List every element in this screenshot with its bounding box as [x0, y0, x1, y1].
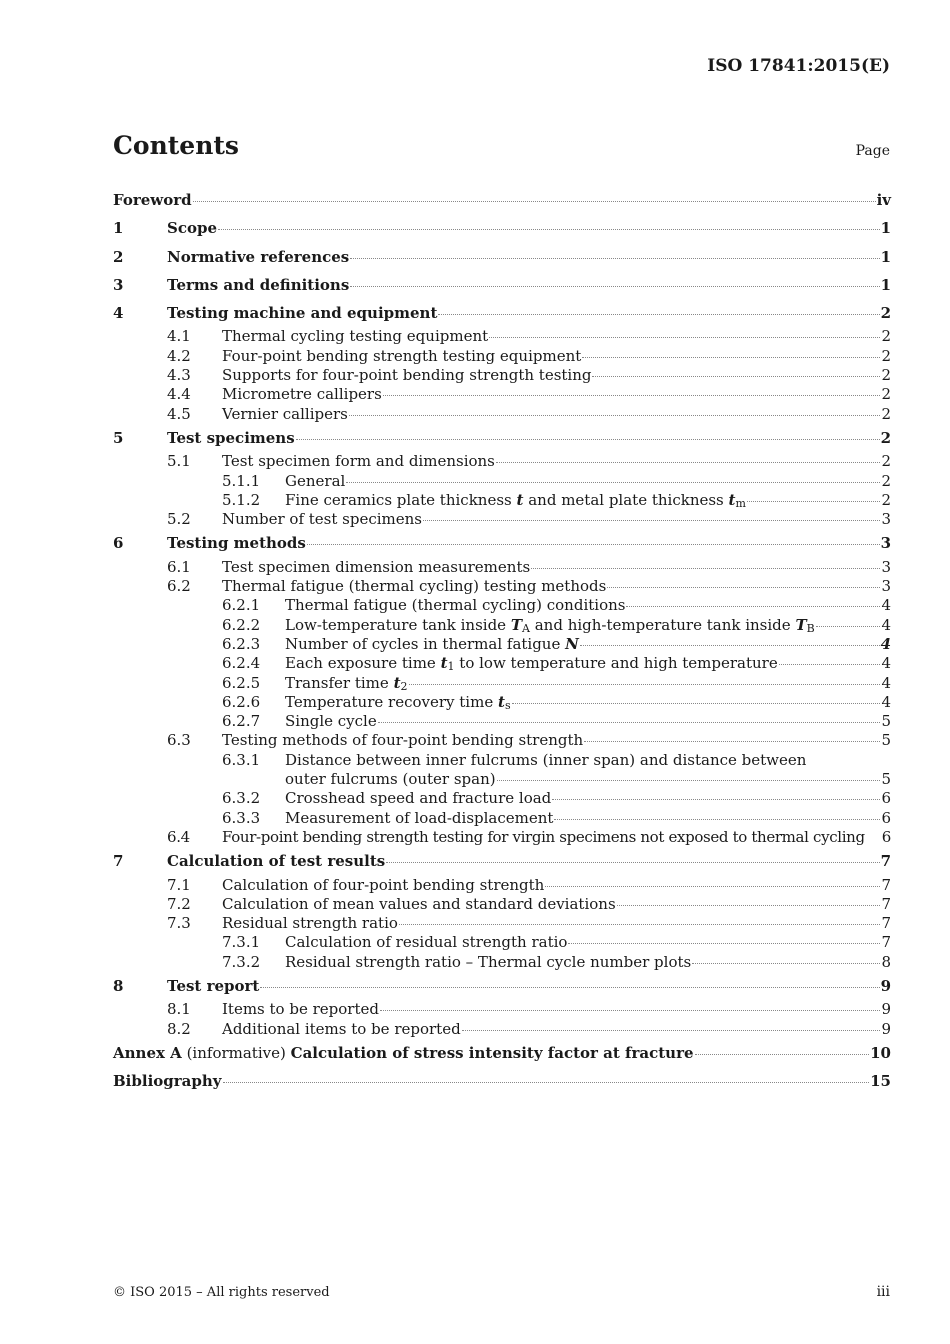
- toc-number: 6.2.3: [222, 634, 261, 653]
- dot-leader: [626, 606, 880, 607]
- toc-number: 6.2.2: [222, 615, 261, 634]
- toc-entry-title: Micrometre callipers: [222, 385, 382, 404]
- dot-leader: [554, 819, 880, 820]
- toc-page-number: 7: [881, 894, 891, 913]
- dot-leader: [580, 645, 880, 646]
- toc-page-number: 9: [880, 976, 891, 995]
- toc-entry-title: Testing methods of four-point bending strength: [222, 731, 584, 750]
- dot-leader: [497, 780, 881, 781]
- toc-entry-title: Items to be reported: [222, 1000, 379, 1019]
- toc-entry-7-2[interactable]: [113, 895, 891, 914]
- toc-number: 6.2.5: [222, 673, 261, 692]
- toc-page-number: 5: [881, 770, 891, 789]
- dot-leader: [584, 741, 880, 742]
- dot-leader: [296, 439, 880, 440]
- dot-leader: [260, 987, 879, 988]
- toc-entry-title: Thermal fatigue (thermal cycling) testing methods: [222, 577, 607, 596]
- copyright-notice: © ISO 2015 – All rights reserved: [113, 1285, 330, 1300]
- toc-entry-title: Scope: [167, 219, 218, 238]
- page-number: iii: [876, 1284, 890, 1300]
- toc-entry-title: Residual strength ratio – Thermal cycle number plots: [285, 952, 692, 971]
- toc-page-number: 5: [881, 731, 891, 750]
- page-column-label: Page: [855, 143, 890, 159]
- toc-entry-6-2-2[interactable]: [113, 616, 891, 635]
- page-title: Contents: [113, 131, 240, 160]
- toc-entry-title: Foreword: [113, 191, 192, 209]
- toc-entry-title: Testing methods: [167, 534, 306, 553]
- dot-leader: [386, 862, 879, 863]
- toc-entry-title: Calculation of residual strength ratio: [285, 933, 568, 952]
- toc-page-number: 4: [881, 615, 891, 634]
- dot-leader: [350, 258, 879, 259]
- toc-entry-title: Testing machine and equipment: [167, 304, 438, 323]
- toc-page-number: 15: [870, 1072, 891, 1091]
- dot-leader: [695, 1054, 870, 1055]
- toc-page-number: 3: [881, 577, 891, 596]
- dot-leader: [747, 501, 881, 502]
- toc-number: 7.3.2: [222, 952, 261, 971]
- toc-entry-title: Calculation of mean values and standard deviations: [222, 894, 616, 913]
- toc-page-number: 4: [881, 596, 891, 615]
- toc-number: 4: [113, 304, 124, 323]
- toc-page-number: 9: [881, 1019, 891, 1038]
- toc-entry-title: Vernier callipers: [222, 404, 348, 423]
- toc-page-number: 9: [881, 1000, 891, 1019]
- toc-entry-title: Single cycle: [285, 712, 377, 731]
- toc-entry-title: Test specimen dimension measurements: [222, 557, 531, 576]
- toc-number: 2: [113, 247, 124, 266]
- dot-leader: [193, 201, 876, 202]
- toc-entry-foreword[interactable]: [113, 186, 891, 214]
- dot-leader: [218, 229, 880, 230]
- dot-leader: [512, 703, 881, 704]
- toc-number: 5.1: [167, 452, 191, 471]
- toc-entry-title: Crosshead speed and fracture load: [285, 789, 552, 808]
- toc-page-number: 2: [881, 327, 891, 346]
- toc-number: 6.3.3: [222, 808, 261, 827]
- toc-entry-title: Bibliography: [113, 1072, 222, 1091]
- toc-entry-6-3[interactable]: [113, 731, 891, 750]
- toc-entry-title: Annex A (informative) Calculation of stress intensity factor at fracture: [113, 1043, 694, 1062]
- toc-entry-6-2[interactable]: [113, 577, 891, 596]
- toc-page-number: 2: [881, 366, 891, 385]
- toc-entry-title: Calculation of test results: [167, 852, 386, 871]
- toc-entry-2[interactable]: [113, 243, 891, 271]
- toc-entry-7[interactable]: [113, 847, 891, 875]
- toc-page-number: iv: [876, 191, 891, 209]
- document-id: ISO 17841:2015(E): [707, 56, 890, 76]
- toc-entry-6-2-4[interactable]: [113, 654, 891, 673]
- toc-number: 7.3: [167, 914, 191, 933]
- dot-leader: [489, 337, 880, 338]
- dot-leader: [568, 943, 880, 944]
- toc-entry-5-1-2[interactable]: [113, 491, 891, 510]
- toc-page-number: 10: [870, 1043, 891, 1062]
- dot-leader: [383, 395, 881, 396]
- toc-page-number: 1: [880, 219, 891, 238]
- toc-entry-7-3-1[interactable]: [113, 933, 891, 952]
- toc-number: 8.1: [167, 1000, 191, 1019]
- toc-entry-7-3-2[interactable]: [113, 953, 891, 972]
- toc-number: 4.3: [167, 366, 191, 385]
- toc-page-number: 2: [881, 404, 891, 423]
- toc-entry-title: Test report: [167, 976, 260, 995]
- toc-entry-title: Distance between inner fulcrums (inner span) and distance between: [285, 750, 807, 769]
- toc-entry-title: Temperature recovery time ts: [285, 692, 511, 712]
- toc-entry-4-2[interactable]: [113, 347, 891, 366]
- toc-number: 7.2: [167, 894, 191, 913]
- toc-page-number: 7: [880, 852, 891, 871]
- toc-number: 6.1: [167, 557, 191, 576]
- dot-leader: [692, 963, 880, 964]
- toc-number: 4.2: [167, 346, 191, 365]
- toc-entry-6-3-1[interactable]: [113, 751, 891, 770]
- toc-entry-5-1[interactable]: [113, 452, 891, 471]
- toc-page-number: 7: [881, 875, 891, 894]
- dot-leader: [531, 568, 880, 569]
- toc-entry-title: Thermal fatigue (thermal cycling) conditions: [285, 596, 626, 615]
- dot-leader: [223, 1082, 870, 1083]
- toc-number: 5.1.2: [222, 490, 261, 509]
- toc-entry-title: Transfer time t2: [285, 673, 408, 693]
- toc-entry-title: Four-point bending strength testing for virgin specimens not exposed to thermal cycling: [222, 827, 865, 846]
- toc-entry-title: Test specimen form and dimensions: [222, 452, 495, 471]
- toc-entry-title: Thermal cycling testing equipment: [222, 327, 489, 346]
- dot-leader: [545, 886, 880, 887]
- toc-number: 6.3.2: [222, 789, 261, 808]
- toc-entry-title: Terms and definitions: [167, 275, 350, 294]
- toc-number: 3: [113, 275, 124, 294]
- toc-number: 1: [113, 219, 124, 238]
- toc-entry-6-3-3[interactable]: [113, 809, 891, 828]
- dot-leader: [380, 1010, 881, 1011]
- toc-page-number: 5: [881, 712, 891, 731]
- toc-page-number: 4: [881, 654, 891, 673]
- toc-number: 5.1.1: [222, 471, 261, 490]
- toc-page-number: 3: [881, 510, 891, 529]
- toc-entry-6-2-1[interactable]: [113, 596, 891, 615]
- toc-number: 6.3: [167, 731, 191, 750]
- toc-entry-7-3[interactable]: [113, 914, 891, 933]
- toc-page-number: 2: [881, 385, 891, 404]
- toc-page-number: 3: [880, 534, 891, 553]
- dot-leader: [307, 544, 880, 545]
- toc-entry-title: Supports for four-point bending strength testing: [222, 366, 592, 385]
- toc-page-number: 6: [881, 808, 891, 827]
- toc-entry-6[interactable]: [113, 529, 891, 557]
- toc-entry-8[interactable]: [113, 972, 891, 1000]
- toc-entry-8-1[interactable]: [113, 1000, 891, 1019]
- toc-entry-6-3-2[interactable]: [113, 789, 891, 808]
- toc-page-number: 6: [881, 789, 891, 808]
- toc-entry-title: General: [285, 471, 346, 490]
- toc-entry-7-1[interactable]: [113, 876, 891, 895]
- toc-entry-title: outer fulcrums (outer span): [285, 770, 496, 789]
- toc-entry-5[interactable]: [113, 424, 891, 452]
- dot-leader: [423, 520, 880, 521]
- toc-page-number: 2: [881, 471, 891, 490]
- dot-leader: [607, 587, 880, 588]
- toc-number: 7.1: [167, 875, 191, 894]
- toc-page-number: 2: [881, 346, 891, 365]
- toc-entry-4-5[interactable]: [113, 405, 891, 424]
- toc-entry-title: Normative references: [167, 247, 350, 266]
- toc-number: 7.3.1: [222, 933, 261, 952]
- toc-page-number: 2: [880, 304, 891, 323]
- toc-page-number: 2: [881, 490, 891, 509]
- toc-page-number: 7: [881, 914, 891, 933]
- toc-entry-1[interactable]: [113, 214, 891, 242]
- toc-number: 6.4: [167, 827, 190, 846]
- toc-number: 7: [113, 852, 124, 871]
- toc-page-number: 2: [880, 428, 891, 447]
- dot-leader: [816, 626, 881, 627]
- toc-number: 6.3.1: [222, 750, 261, 769]
- dot-leader: [349, 415, 881, 416]
- dot-leader: [378, 722, 881, 723]
- toc-number: 4.5: [167, 404, 191, 423]
- toc-number: 5: [113, 428, 124, 447]
- toc-entry-bibliography[interactable]: [113, 1067, 891, 1095]
- toc-entry-title: Test specimens: [167, 428, 295, 447]
- toc-number: 6.2.7: [222, 712, 261, 731]
- dot-leader: [552, 799, 880, 800]
- toc-page-number: 1: [880, 275, 891, 294]
- toc-page-number: 4: [881, 692, 891, 711]
- toc-number: 6.2: [167, 577, 191, 596]
- toc-entry-title: Each exposure time t1 to low temperature and high temperature: [285, 654, 778, 674]
- toc-entry-6-4[interactable]: [113, 828, 891, 847]
- toc-entry-6-3-1-continued[interactable]: [113, 770, 891, 789]
- toc-number: 5.2: [167, 510, 191, 529]
- toc-page-number: 7: [881, 933, 891, 952]
- toc-number: 8.2: [167, 1019, 191, 1038]
- toc-number: 6: [113, 534, 124, 553]
- toc-entry-title: Number of test specimens: [222, 510, 423, 529]
- toc-entry-title: Residual strength ratio: [222, 914, 398, 933]
- toc-entry-4[interactable]: [113, 299, 891, 327]
- toc-number: 4.1: [167, 327, 191, 346]
- dot-leader: [399, 924, 881, 925]
- dot-leader: [496, 462, 881, 463]
- table-of-contents: [113, 186, 891, 1095]
- toc-entry-6-1[interactable]: [113, 558, 891, 577]
- toc-page-number: 4: [880, 634, 891, 653]
- dot-leader: [438, 314, 879, 315]
- toc-entry-title: Additional items to be reported: [222, 1019, 461, 1038]
- toc-page-number: 1: [880, 247, 891, 266]
- dot-leader: [462, 1030, 881, 1031]
- dot-leader: [779, 664, 881, 665]
- toc-number: 6.2.6: [222, 692, 261, 711]
- toc-entry-4-3[interactable]: [113, 366, 891, 385]
- toc-entry-8-2[interactable]: [113, 1020, 891, 1039]
- toc-entry-6-2-6[interactable]: [113, 693, 891, 712]
- toc-page-number: 2: [881, 452, 891, 471]
- toc-entry-4-1[interactable]: [113, 327, 891, 346]
- toc-entry-title: Number of cycles in thermal fatigue N: [285, 634, 579, 653]
- toc-entry-annex-a[interactable]: [113, 1039, 891, 1067]
- toc-entry-title: Measurement of load-displacement: [285, 808, 554, 827]
- toc-number: 6.2.4: [222, 654, 261, 673]
- dot-leader: [617, 905, 881, 906]
- toc-number: 4.4: [167, 385, 191, 404]
- toc-page-number: 8: [881, 952, 891, 971]
- toc-entry-title: Calculation of four-point bending strength: [222, 875, 545, 894]
- toc-entry-4-4[interactable]: [113, 385, 891, 404]
- toc-entry-title: Fine ceramics plate thickness t and metal plate thickness tm: [285, 490, 746, 510]
- toc-number: 8: [113, 976, 124, 995]
- dot-leader: [346, 482, 880, 483]
- toc-page-number: 4: [881, 673, 891, 692]
- toc-page-number: 6: [881, 827, 891, 846]
- toc-entry-title: Four-point bending strength testing equipment: [222, 346, 582, 365]
- toc-page-number: 3: [881, 557, 891, 576]
- dot-leader: [582, 357, 880, 358]
- toc-number: 6.2.1: [222, 596, 261, 615]
- toc-entry-3[interactable]: [113, 271, 891, 299]
- toc-entry-title: Low-temperature tank inside TA and high-temperature tank inside TB: [285, 615, 815, 635]
- toc-entry-5-1-1[interactable]: [113, 472, 891, 491]
- dot-leader: [409, 684, 881, 685]
- dot-leader: [592, 376, 880, 377]
- dot-leader: [350, 286, 879, 287]
